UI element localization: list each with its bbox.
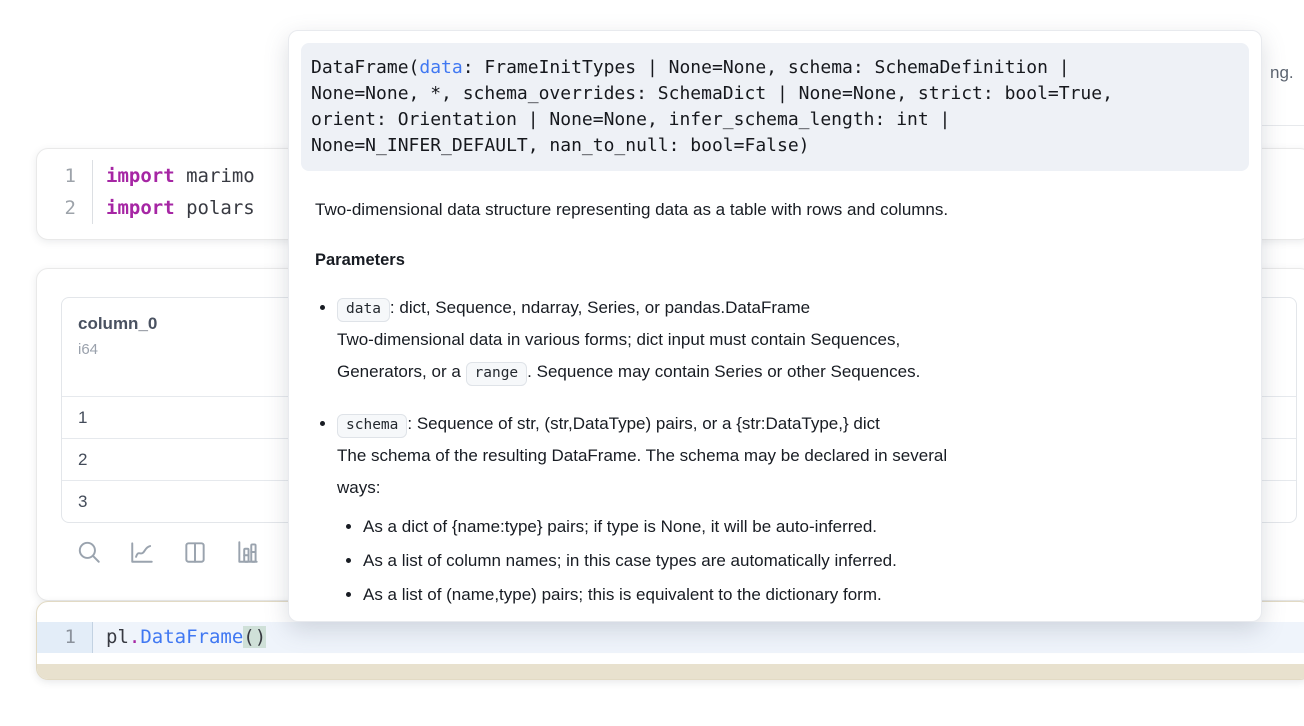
line-number: 1 [37,622,93,653]
dot-operator-token: . [128,626,141,648]
parameter-type: : dict, Sequence, ndarray, Series, or pandas.DataFrame [389,298,811,317]
schema-options-list [337,512,1115,610]
signature-rest: : FrameInitTypes | None=None, schema: SchemaDefinition | [462,57,1070,78]
docstring-summary: Two-dimensional data structure representing data as a table with rows and columns. [315,200,949,219]
hidden-text-fragment: ng. [1270,63,1294,82]
column-chart-icon[interactable] [235,539,261,565]
function-signature [301,43,1249,171]
module-token: polars [174,197,255,219]
parameter-name-badge: data [337,298,390,322]
schema-option: • As a list of column names; in this case types are automatically inferred. [363,546,1115,576]
search-icon[interactable] [76,539,102,565]
keyword-token: import [106,197,175,219]
active-code-line [37,622,1304,653]
cell-value: 2 [78,449,88,469]
signature-line: None=None, *, schema_overrides: SchemaDict | None=None, strict: bool=True, [311,83,1113,104]
method-token: DataFrame [140,626,244,648]
parameter-name-badge: schema [337,414,407,438]
docstring-body [301,197,1249,610]
line-number: 1 [37,160,93,192]
cell-value: 3 [78,491,88,511]
parameters-heading: Parameters [315,251,405,269]
parameter-type-line [337,292,1115,324]
code-text[interactable] [93,160,255,192]
parameter-item-schema [337,408,1115,610]
code-text[interactable] [93,622,266,653]
parameter-desc-line: Generators, or a range . Sequence may contain Series or other Sequences. [337,356,1115,388]
column-dtype: i64 [78,341,99,358]
parameter-list [315,292,1115,610]
cell-divider-line [1262,125,1304,126]
object-token: pl [106,626,129,648]
schema-option: • As a list of (name,type) pairs; this is equivalent to the dictionary form. [363,580,1115,610]
matched-parens-token: () [243,626,267,648]
schema-option: • As a dict of {name:type} pairs; if type is None, it will be auto-inferred. [363,512,1115,542]
column-name: column_0 [78,314,158,333]
cell-value: 1 [78,407,88,427]
signature-help-tooltip [288,30,1262,622]
split-columns-icon[interactable] [182,539,208,565]
range-code-badge: range [466,362,528,386]
active-parameter: data [419,57,463,78]
parameter-desc-line: Two-dimensional data in various forms; dict input must contain Sequences, [337,330,901,349]
code-text[interactable] [93,192,255,224]
keyword-token: import [106,165,175,187]
table-toolbar [76,539,261,565]
parameter-desc-line: ways: [337,478,381,497]
module-token: marimo [174,165,255,187]
parameter-type-line [337,408,1115,440]
parameter-item-data [337,292,1115,388]
parameter-desc-line: The schema of the resulting DataFrame. The schema may be declared in several [337,446,948,465]
line-chart-icon[interactable] [129,539,155,565]
signature-line: None=N_INFER_DEFAULT, nan_to_null: bool=False) [311,135,810,156]
stale-cell-bar [37,664,1304,679]
signature-line: orient: Orientation | None=None, infer_schema_length: int | [311,109,951,130]
parameter-type: : Sequence of str, (str,DataType) pairs, or a {str:DataType,} dict [407,414,880,433]
signature-prefix: DataFrame( [311,57,420,78]
line-number: 2 [37,192,93,224]
